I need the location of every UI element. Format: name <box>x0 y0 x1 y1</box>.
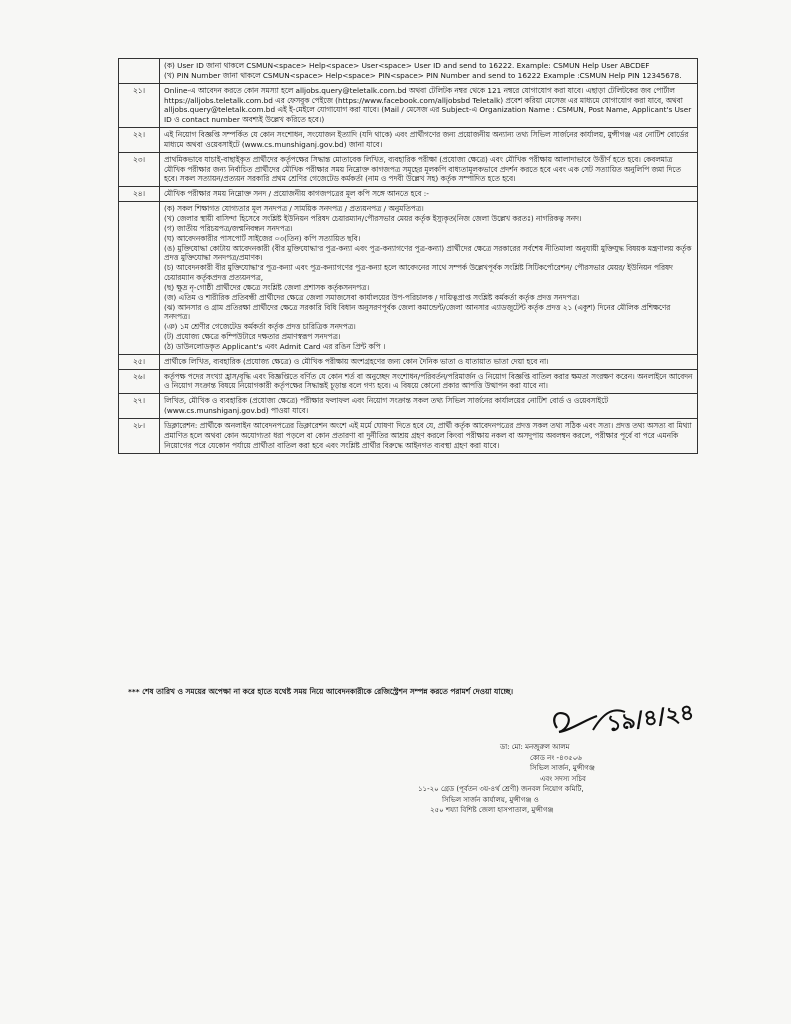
signatory-committee: ১১-২০ গ্রেড (পূর্বতন ৩য়-৪র্থ শ্রেণী) জনবল নিয়োগ কমিটি, <box>418 785 584 793</box>
row-text-line: প্রাথমিকভাবে যাচাই-বাছাইকৃত প্রার্থীদের কর্তৃপক্ষের সিদ্ধান্ত মোতাবেক লিখিত, ব্যবহারিক পরীক্ষা (প্রযোজ্য ক্ষেত্রে) এবং মৌখিক পরীক্ষায় আলাদাভাবে উত্তীর্ণ হতে হবে। কেবলমাত্র মৌখিক পরীক্ষার জন্য নির্বাচিত প্রার্থীদের মৌখিক পরীক্ষার সময় নিম্নোক্ত কাগজপত্র সমূহের মূলকপি বাধ্যতামূলকভাবে প্রদর্শন করতে হবে এবং এক সেট সত্যায়িত অনুলিপি জমা দিতে হবে। সকল সত্যায়ন/প্রত্যয়ন সরকারি প্রথম শ্রেণির গেজেটেড কর্মকর্তা (নাম ও পদবী উল্লেখ সহ) কর্তৃক সম্পাদিত হতে হবে। <box>164 154 681 184</box>
row-content <box>160 128 698 153</box>
row-text-line: কর্তৃপক্ষ পদের সংখ্যা হ্রাস/বৃদ্ধি এবং বিজ্ঞপ্তিতে বর্ণিত যে কোন শর্ত বা অনুচ্ছেদ সংশোধন/পরিবর্তন/পরিমার্জন ও নিয়োগ বিজ্ঞপ্তি বাতিল করার ক্ষমতা সংরক্ষণ করেন। অনলাইনে আবেদন ও নিয়োগ সংক্রান্ত বিষয়ে নিয়োগকারী কর্তৃপক্ষের সিদ্ধান্তই চূড়ান্ত বলে গণ্য হবে। এ বিষয়ে কোনো প্রকার আপত্তি উত্থাপন করা যাবে না। <box>164 371 693 391</box>
row-content <box>160 369 698 394</box>
table-row <box>119 202 698 355</box>
row-text-line: (ক) সকল শিক্ষাগত যোগ্যতার মূল সনদপত্র / সাময়িক সনদপত্র / প্রত্যয়নপত্র / অনুমতিপত্র। <box>164 204 424 214</box>
signatory-name: ডা: মো: মনজুরুল আলম <box>500 743 570 751</box>
row-number: ২৬। <box>119 369 160 394</box>
row-content <box>160 59 698 84</box>
row-number: ২৩। <box>119 152 160 187</box>
signatory-role: এবং সদস্য সচিব <box>540 774 586 783</box>
row-text-line: মৌখিক পরীক্ষার সময় নিম্নোক্ত সনদ / প্রয়োজনীয় কাগজপত্রের মূল কপি সঙ্গে আনতে হবে :- <box>164 189 429 199</box>
notice-table <box>118 58 698 454</box>
row-number: ২৪। <box>119 187 160 202</box>
row-text-line: (ছ) ক্ষুদ্র নৃ-গোষ্ঠী প্রার্থীদের ক্ষেত্রে সংশ্লিষ্ট জেলা প্রশাসক কর্তৃকসনদপত্র। <box>164 282 370 292</box>
row-number: ২৫। <box>119 354 160 369</box>
signatory-office: সিভিল সার্জন কার্যালয়, মুন্সীগঞ্জ ও <box>442 795 539 804</box>
table-row <box>119 394 698 419</box>
row-content <box>160 83 698 127</box>
row-text-line: (চ) আবেদনকারী বীর মুক্তিযোদ্ধা'র পুত্র-কন্যা এবং পুত্র-কন্যাগণের পুত্র-কন্যা হলে আবেদনের সাথে সম্পর্ক উল্লেখপূর্বক সংশ্লিষ্ট সিটিকর্পোরেশন/ পৌরসভার মেয়র/ ইউনিয়ন পরিষদ চেয়ারম্যান কর্তৃকপ্রদত্ত প্রত্যয়নপত্র, <box>164 263 673 283</box>
row-text-line: (ক) User ID জানা থাকলে CSMUN<space> Help<space> User<space> User ID and send to 16222. Example: CSMUN Help User ABCDEF <box>164 61 650 70</box>
row-number: ২২। <box>119 128 160 153</box>
row-content <box>160 202 698 355</box>
table-row <box>119 128 698 153</box>
row-text-line: ডিক্লারেশন: প্রার্থীকে অনলাইন আবেদনপত্রের ডিক্লারেশন অংশে এই মর্মে ঘোষণা দিতে হবে যে, প্রার্থী কর্তৃক আবেদনপত্রের প্রদত্ত সকল তথ্য সঠিক এবং সত্য। প্রদত্ত তথ্য অসত্য বা মিথ্যা প্রমাণিত হলে অথবা কোন অযোগ্যতা ধরা পড়লে বা কোন প্রতারণা বা দুর্নীতির আশ্রয় গ্রহণ করলে কিংবা পরীক্ষায় নকল বা অসদুপায় অবলম্বন করলে, পরীক্ষার পূর্বে বা পরে এমনকি নিয়োগের পরে যেকোন পর্যায়ে প্রার্থীতা বাতিল করা হবে এবং সংশ্লিষ্ট প্রার্থীর বিরুদ্ধে আইনগত ব্যবস্থা গ্রহণ করা যাবে। <box>164 421 692 450</box>
row-content <box>160 419 698 454</box>
signatory-code: কোড নং -৪৩৫০৬ <box>530 753 582 762</box>
row-content <box>160 152 698 187</box>
table-row <box>119 369 698 394</box>
table-row <box>119 59 698 84</box>
signature-block <box>418 742 730 816</box>
row-text-line: প্রার্থীকে লিখিত, ব্যবহারিক (প্রযোজ্য ক্ষেত্রে) ও মৌখিক পরীক্ষায় অংশগ্রহণের জন্য কোন দৈনিক ভাতা ও যাতায়াত ভাতা দেয়া হবে না। <box>164 356 549 366</box>
row-text-line: (খ) জেলার স্থায়ী বাসিন্দা হিসেবে সংশ্লিষ্ট ইউনিয়ন পরিষদ চেয়ারম্যান/পৌরসভার মেয়র কর্তৃক ইস্যুকৃত(নিজ জেলা উল্লেখ করতঃ) নাগরিকত্ব সনদ। <box>164 213 582 223</box>
row-text-line: (ঠ) ডাউনলোডকৃত Applicant's এবং Admit Card এর রঙিন প্রিন্ট কপি । <box>164 341 386 351</box>
row-number: ২৭। <box>119 394 160 419</box>
table-row <box>119 419 698 454</box>
table-row <box>119 187 698 202</box>
advice-note: *** শেষ তারিখ ও সময়ের অপেক্ষা না করে হাতে যথেষ্ট সময় নিয়ে আবেদনকারীকে রেজিস্ট্রেশন সম্পন্ন করতে পরামর্শ দেওয়া যাচ্ছে। <box>128 687 514 696</box>
row-number: ২৮। <box>119 419 160 454</box>
row-content <box>160 394 698 419</box>
row-text-line: (ঙ) মুক্তিযোদ্ধা কোটায় আবেদনকারী (বীর মুক্তিযোদ্ধা'র পুত্র-কন্যা এবং পুত্র-কন্যাগণের পুত্র-কন্যা) প্রার্থীদের ক্ষেত্রে সরকারের সর্বশেষ নীতিমালা অনুযায়ী মুক্তিযুদ্ধ বিষয়ক মন্ত্রণালয় কর্তৃক প্রদত্ত মুক্তিযোদ্ধা সনদপত্র/প্রমাণক। <box>164 243 692 263</box>
row-text-line: (গ) জাতীয় পরিচয়পত্র/জন্মনিবন্ধন সনদপত্র। <box>164 223 293 233</box>
row-text-line: (জ) এতিম ও শারীরিক প্রতিবন্ধী প্রার্থীদের ক্ষেত্রে জেলা সমাজসেবা কার্যালয়ের উপ-পরিচালক / দায়িত্বপ্রাপ্ত সংশ্লিষ্ট কর্মকর্তা কর্তৃক প্রদত্ত সনদপত্র। <box>164 292 580 302</box>
row-text-line: (ঘ) আবেদনকারীর পাসপোর্ট সাইজের ০৩(তিন) কপি সত্যায়িত ছবি। <box>164 233 361 243</box>
row-text-line: এই নিয়োগ বিজ্ঞপ্তি সম্পর্কিত যে কোন সংশোধন, সংযোজন ইত্যাদি (যদি থাকে) এবং প্রার্থীগণের জন্য প্রয়োজনীয় অন্যান্য তথ্য সিভিল সার্জনের কার্যালয়, মুন্সীগঞ্জ এর নোটিশ বোর্ডের মাধ্যমে অথবা ওয়েবসাইটে (www.cs.munshiganj.gov.bd) জানা যাবে। <box>164 130 689 149</box>
table-row <box>119 83 698 127</box>
table-row <box>119 354 698 369</box>
row-text-line: লিখিত, মৌখিক ও ব্যবহারিক (প্রযোজ্য ক্ষেত্রে) পরীক্ষার ফলাফল এবং নিয়োগ সংক্রান্ত সকল তথ্য সিভিল সার্জনের কার্যালয়ের নোটিশ বোর্ড ও ওয়েবসাইটে (www.cs.munshiganj.gov.bd) পাওয়া যাবে। <box>164 396 609 416</box>
table-row <box>119 152 698 187</box>
handwritten-signature <box>545 690 715 750</box>
signature-date: ১৯/৪/২৪ <box>605 700 696 738</box>
row-content <box>160 354 698 369</box>
row-number: ২১। <box>119 83 160 127</box>
row-text-line: (ঝ) আনসার ও গ্রাম প্রতিরক্ষা প্রার্থীদের ক্ষেত্রে সরকারি বিধি বিধান অনুসরণপূর্বক জেলা কমান্ডেন্ট/জেলা আনসার এ্যাডজুটেন্ট কর্তৃক প্রদত্ত ২১ (একুশ) দিনের মৌলিক প্রশিক্ষণের সনদপত্র। <box>164 302 671 322</box>
row-number <box>119 202 160 355</box>
row-number <box>119 59 160 84</box>
row-text-line: Online-এ আবেদন করতে কোন সমস্যা হলে alljobs.query@teletalk.com.bd অথবা টেলিটক নম্বর থেকে 121 নম্বরে যোগাযোগ করা যাবে। এছাড়া টেলিটকের জব পোর্টাল https://alljobs.teletalk.com.bd এর ফেসবুক পেইজে (https://www.facebook.com/alljobsbd Teletalk) প্রবেশ করিয়া মেসেজ এর মাধ্যমে যোগাযোগ করা যাবে, অথবা alljobs.query@teletalk.com.bd এই ই-মেইলে যোগাযোগ করা যাবে। (Mail / মেসেজ এর Subject-এ Organization Name : CSMUN, Post Name, Applicant's User ID ও contact number অবশ্যই উল্লেখ করিতে হবে।) <box>164 85 692 125</box>
row-text-line: (খ) PIN Number জানা থাকলে CSMUN<space> Help<space> PIN<space> PIN Number and send to 16222 Example :CSMUN Help PIN 12345678. <box>164 70 682 80</box>
row-text-line: (ঞ) ১ম শ্রেণীর গেজেটেড কর্মকর্তা কর্তৃক প্রদত্ত চারিত্রিক সনদপত্র। <box>164 322 356 332</box>
row-content <box>160 187 698 202</box>
signatory-hospital: ২৫০ শয্যা বিশিষ্ট জেলা হাসপাতাল, মুন্সীগঞ্জ <box>430 806 554 814</box>
signatory-title: সিভিল সার্জন, মুন্সীগঞ্জ <box>530 764 595 772</box>
row-text-line: (ট) প্রযোজ্য ক্ষেত্রে কম্পিউটারে দক্ষতার প্রমাণস্বরূপ সনদপত্র। <box>164 332 341 342</box>
